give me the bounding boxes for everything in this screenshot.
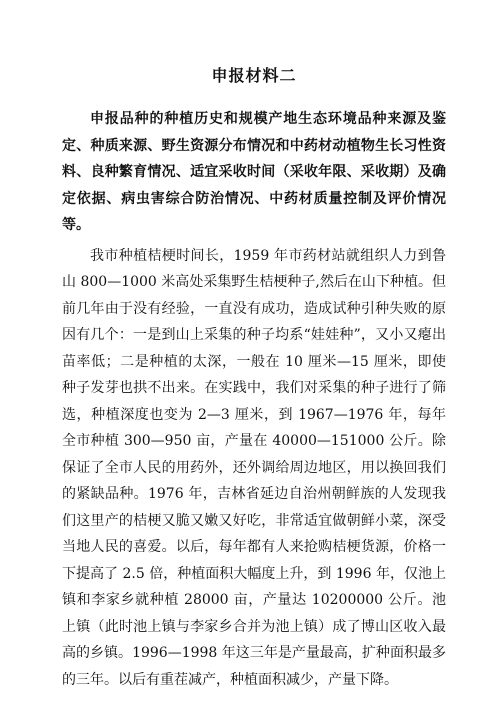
page-title: 申报材料二	[211, 66, 297, 85]
section-heading: 申报品种的种植历史和规模产地生态环境品种来源及鉴定、种质来源、野生资源分布情况和中药材动植物生长习性资料、良种繁育情况、适宜采收时间（采收年限、采收期）及确定依据、病虫害综合防治情况、中药材质量控制及评价情况等。	[62, 111, 446, 233]
body-paragraph: 我市种植桔梗时间长，1959 年市药材站就组织人力到鲁山 800—1000 米高处采集野生桔梗种子,然后在山下种植。但前几年由于没有经验，一直没有成功，造成试种引种失败的原因有几个：一是到山上采集的种子均系“娃娃种”，又小又瘪出苗率低；二是种植的太深，一般在 10 厘米—15 厘米，即使种子发芽也拱不出来。在实践中，我们对采集的种子进行了筛选，种植深度也变为 2—3 厘米，到 1967—1976 年，每年全市种植 300—950 亩，产量在 40000—151000 公斤。除保证了全市人民的用药外，还外调给周边地区，用以换回我们的紧缺品种。1976 年，吉林省延边自治州朝鲜族的人发现我们这里产的桔梗又脆又嫩又好吃，非常适宜做朝鲜小菜，深受当地人民的喜爱。以后，每年都有人来抢购桔梗货源，价格一下提高了 2.5 倍，种植面积大幅度上升，到 1996 年，仅池上镇和李家乡就种植 28000 亩，产量达 10200000 公斤。池上镇（此时池上镇与李家乡合并为池上镇）成了博山区收入最高的乡镇。1996—1998 年这三年是产量最高，扩种面积最多的三年。以后有重茬减产，种植面积减少，产量下降。	[62, 247, 446, 688]
